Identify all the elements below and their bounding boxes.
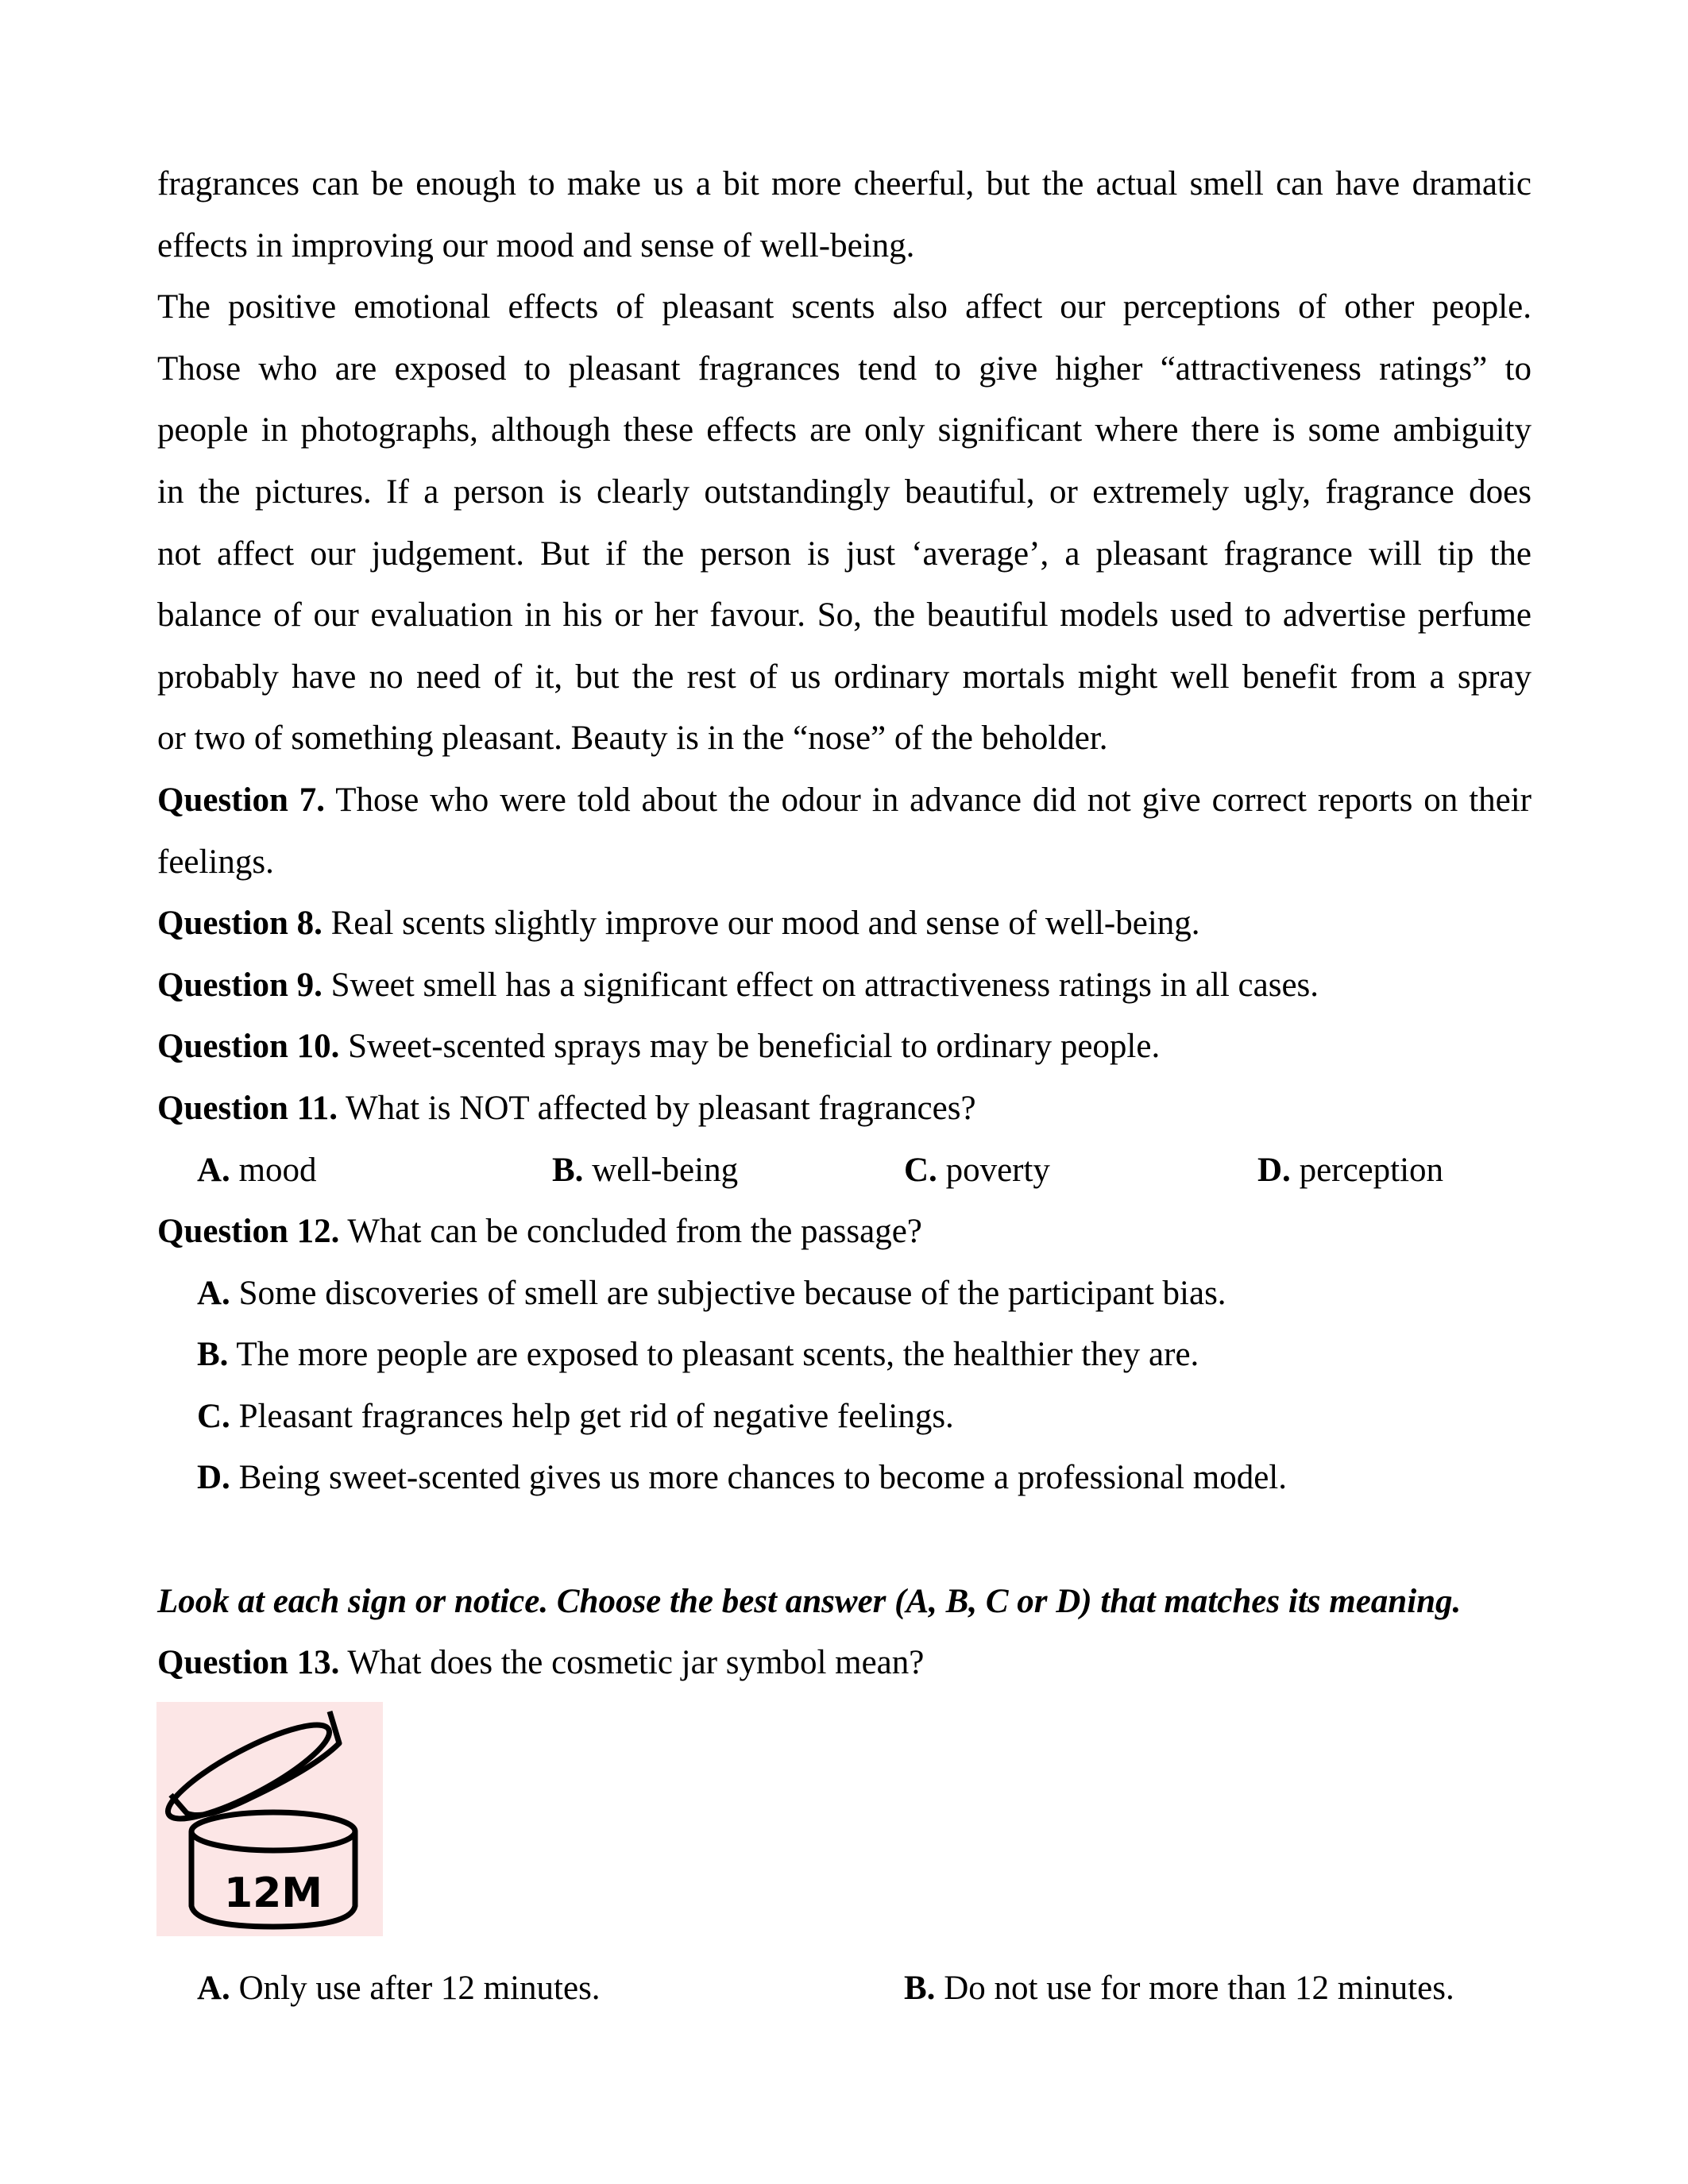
option-c[interactable] <box>904 1140 1050 1202</box>
option-letter: A. <box>197 1970 230 2007</box>
question-11-options <box>157 1140 1532 1202</box>
option-text: Being sweet-scented gives us more chances to become a professional model. <box>238 1459 1287 1497</box>
jar-label: 12M <box>223 1870 323 1917</box>
question-text: Real scents slightly improve our mood and sense of well-being. <box>330 905 1200 943</box>
question-text: What can be concluded from the passage? <box>347 1213 922 1251</box>
option-d[interactable] <box>157 1447 1532 1509</box>
option-text: Some discoveries of smell are subjective because of the participant bias. <box>238 1274 1226 1312</box>
option-a[interactable] <box>197 1140 317 1202</box>
open-cosmetic-jar-icon <box>156 1702 383 1936</box>
passage-line: The positive emotional effects of pleasant scents also affect our perceptions of other people. <box>157 288 1532 326</box>
option-letter: A. <box>197 1151 230 1189</box>
question-label: Question 9. <box>157 966 323 1004</box>
option-text: mood <box>238 1151 317 1189</box>
option-b[interactable] <box>552 1140 738 1202</box>
option-a[interactable] <box>157 1263 1532 1325</box>
question-8 <box>157 893 1532 955</box>
option-d[interactable] <box>1257 1140 1443 1202</box>
passage-line: not affect our judgement. But if the person is just ‘average’, a pleasant fragrance will tip the <box>157 534 1532 573</box>
option-text: Pleasant fragrances help get rid of negative feelings. <box>238 1397 954 1435</box>
passage-line: fragrances can be enough to make us a bit more cheerful, but the actual smell can have dramatic <box>157 165 1532 203</box>
question-text: Sweet smell has a significant effect on attractiveness ratings in all cases. <box>330 966 1319 1004</box>
option-text: Do not use for more than 12 minutes. <box>944 1970 1454 2007</box>
question-text: Those who were told about the odour in advance did not give correct reports on their <box>335 781 1532 819</box>
passage-line: or two of something pleasant. Beauty is in the “nose” of the beholder. <box>157 720 1108 758</box>
option-text: perception <box>1299 1151 1444 1189</box>
question-label: Question 11. <box>157 1089 338 1127</box>
passage-line: probably have no need of it, but the rest of us ordinary mortals might well benefit from a spray <box>157 658 1532 696</box>
option-b[interactable] <box>157 1324 1532 1386</box>
question-text: Sweet-scented sprays may be beneficial to ordinary people. <box>348 1028 1161 1066</box>
question-7-cont: feelings. <box>157 843 274 881</box>
section-instruction: Look at each sign or notice. Choose the best answer (A, B, C or D) that matches its meaning. <box>157 1582 1462 1620</box>
option-text: poverty <box>945 1151 1050 1189</box>
option-letter: D. <box>197 1459 230 1497</box>
option-letter: A. <box>197 1274 230 1312</box>
question-13-options <box>197 1958 1547 2020</box>
option-letter: B. <box>197 1336 229 1374</box>
question-label: Question 8. <box>157 905 323 943</box>
document-page <box>157 153 1532 1694</box>
question-label: Question 12. <box>157 1213 340 1251</box>
question-label: Question 13. <box>157 1644 340 1682</box>
option-letter: D. <box>1257 1151 1291 1189</box>
spacer <box>157 1509 1532 1571</box>
option-c[interactable] <box>157 1386 1532 1448</box>
question-13 <box>157 1632 1532 1694</box>
option-letter: B. <box>904 1970 936 2007</box>
option-a[interactable] <box>197 1958 601 2020</box>
passage-line: effects in improving our mood and sense of well-being. <box>157 226 915 264</box>
question-7 <box>157 770 1532 832</box>
option-letter: C. <box>904 1151 937 1189</box>
question-label: Question 7. <box>157 781 326 819</box>
question-label: Question 10. <box>157 1028 340 1066</box>
passage-line: people in photographs, although these effects are only significant where there is some ambiguity <box>157 411 1532 450</box>
option-letter: B. <box>552 1151 584 1189</box>
question-12 <box>157 1201 1532 1263</box>
question-text: What is NOT affected by pleasant fragrances? <box>345 1089 976 1127</box>
option-text: The more people are exposed to pleasant scents, the healthier they are. <box>236 1336 1199 1374</box>
question-10 <box>157 1016 1532 1078</box>
question-9 <box>157 955 1532 1017</box>
option-letter: C. <box>197 1397 230 1435</box>
option-text: well-being <box>592 1151 739 1189</box>
option-text: Only use after 12 minutes. <box>238 1970 601 2007</box>
question-text: What does the cosmetic jar symbol mean? <box>347 1644 925 1682</box>
passage-line: in the pictures. If a person is clearly outstandingly beautiful, or extremely ugly, fragrance does <box>157 473 1532 511</box>
question-11 <box>157 1078 1532 1140</box>
option-b[interactable] <box>904 1958 1454 2020</box>
passage-line: balance of our evaluation in his or her favour. So, the beautiful models used to advertise perfume <box>157 596 1532 635</box>
passage-line: Those who are exposed to pleasant fragrances tend to give higher “attractiveness ratings” to <box>157 349 1532 388</box>
